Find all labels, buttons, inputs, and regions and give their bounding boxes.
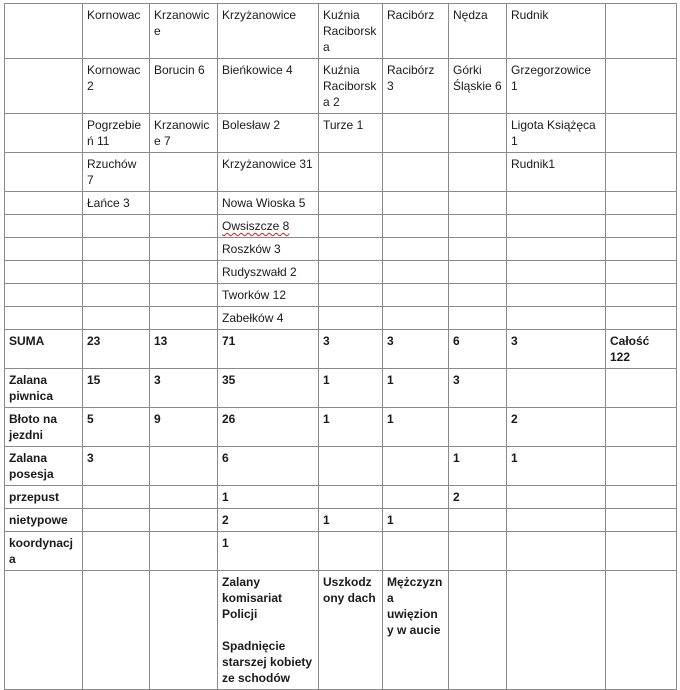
- locations-cell-total: [606, 192, 677, 215]
- locations-cell-krzyzanowice: Rudyszwałd 2: [218, 261, 319, 284]
- locations-cell-rudnik: [507, 307, 606, 330]
- locations-cell-kuznia-raciborska: [319, 261, 383, 284]
- notes-cell-nedza: [449, 571, 507, 690]
- categories-cell-label: Zalana piwnica: [5, 369, 83, 408]
- locations-cell-kuznia-raciborska: [319, 215, 383, 238]
- categories-cell-kuznia-raciborska: [319, 486, 383, 509]
- categories-cell-rudnik: [507, 369, 606, 408]
- categories-cell-kuznia-raciborska: [319, 447, 383, 486]
- locations-row: [5, 153, 677, 192]
- locations-row: [5, 59, 677, 114]
- locations-cell-label: [5, 153, 83, 192]
- locations-cell-kuznia-raciborska: [319, 238, 383, 261]
- categories-cell-rudnik: [507, 509, 606, 532]
- notes-cell-label: [5, 571, 83, 690]
- categories-row: [5, 447, 677, 486]
- locations-row: [5, 215, 677, 238]
- locations-cell-label: [5, 238, 83, 261]
- summary-cell-nedza: 6: [449, 330, 507, 369]
- locations-cell-kornowac: Rzuchów 7: [83, 153, 150, 192]
- categories-cell-kornowac: 5: [83, 408, 150, 447]
- locations-cell-raciborz: [383, 284, 449, 307]
- locations-cell-label: [5, 215, 83, 238]
- locations-cell-nedza: [449, 261, 507, 284]
- locations-cell-nedza: [449, 114, 507, 153]
- note-elderly-fall: Spadnięcie starszej kobiety ze schodów: [222, 639, 313, 685]
- locations-cell-kornowac: Pogrzebień 11: [83, 114, 150, 153]
- categories-cell-label: Zalana posesja: [5, 447, 83, 486]
- header-cell-raciborz: Racibórz: [383, 4, 449, 59]
- notes-cell-kornowac: [83, 571, 150, 690]
- locations-cell-raciborz: [383, 261, 449, 284]
- categories-cell-kornowac: [83, 509, 150, 532]
- locations-row: [5, 307, 677, 330]
- locations-cell-raciborz: [383, 307, 449, 330]
- categories-row: [5, 509, 677, 532]
- locations-cell-raciborz: [383, 114, 449, 153]
- categories-row: [5, 369, 677, 408]
- header-cell-krzanowice: Krzanowice: [150, 4, 218, 59]
- categories-cell-rudnik: 1: [507, 447, 606, 486]
- header-cell-rudnik: Rudnik: [507, 4, 606, 59]
- categories-cell-nedza: 2: [449, 486, 507, 509]
- categories-cell-rudnik: 2: [507, 408, 606, 447]
- locations-row: [5, 284, 677, 307]
- categories-cell-krzyzanowice: 35: [218, 369, 319, 408]
- categories-cell-krzyzanowice: 26: [218, 408, 319, 447]
- locations-cell-kornowac: [83, 215, 150, 238]
- locations-cell-rudnik: [507, 192, 606, 215]
- summary-row: [5, 330, 677, 369]
- summary-cell-kornowac: 23: [83, 330, 150, 369]
- header-row: [5, 4, 677, 59]
- summary-cell-total: Całość 122: [606, 330, 677, 369]
- categories-cell-label: przepust: [5, 486, 83, 509]
- summary-cell-krzyzanowice: 71: [218, 330, 319, 369]
- categories-cell-total: [606, 486, 677, 509]
- categories-cell-kuznia-raciborska: 1: [319, 408, 383, 447]
- locations-cell-kornowac: [83, 284, 150, 307]
- categories-cell-raciborz: 1: [383, 369, 449, 408]
- locations-cell-krzanowice: Krzanowice 7: [150, 114, 218, 153]
- categories-cell-raciborz: 1: [383, 408, 449, 447]
- locations-cell-label: [5, 261, 83, 284]
- header-cell-kuznia-raciborska: Kuźnia Raciborska: [319, 4, 383, 59]
- incident-table: [4, 3, 677, 690]
- categories-cell-krzyzanowice: 2: [218, 509, 319, 532]
- locations-cell-kornowac: [83, 261, 150, 284]
- categories-cell-krzyzanowice: 1: [218, 486, 319, 509]
- locations-cell-rudnik: [507, 261, 606, 284]
- locations-row: [5, 261, 677, 284]
- categories-cell-total: [606, 369, 677, 408]
- categories-cell-kuznia-raciborska: [319, 532, 383, 571]
- categories-cell-nedza: 3: [449, 369, 507, 408]
- categories-row: [5, 408, 677, 447]
- locations-cell-kuznia-raciborska: [319, 192, 383, 215]
- categories-cell-krzanowice: 9: [150, 408, 218, 447]
- note-police-station: Zalany komisariat Policji: [222, 575, 283, 621]
- locations-cell-kornowac: Kornowac 2: [83, 59, 150, 114]
- locations-cell-krzyzanowice: Bieńkowice 4: [218, 59, 319, 114]
- categories-cell-nedza: [449, 509, 507, 532]
- categories-cell-total: [606, 408, 677, 447]
- locations-cell-label: [5, 307, 83, 330]
- locations-row: [5, 238, 677, 261]
- locations-cell-raciborz: [383, 238, 449, 261]
- locations-row: [5, 192, 677, 215]
- locations-cell-total: [606, 114, 677, 153]
- summary-cell-raciborz: 3: [383, 330, 449, 369]
- categories-cell-kornowac: [83, 486, 150, 509]
- categories-cell-label: nietypowe: [5, 509, 83, 532]
- locations-cell-nedza: [449, 192, 507, 215]
- categories-cell-kornowac: [83, 532, 150, 571]
- locations-cell-krzanowice: [150, 238, 218, 261]
- locations-cell-label: [5, 59, 83, 114]
- summary-cell-kuznia-raciborska: 3: [319, 330, 383, 369]
- locations-cell-kuznia-raciborska: [319, 153, 383, 192]
- locations-cell-krzanowice: [150, 284, 218, 307]
- locations-cell-rudnik: Ligota Książęca 1: [507, 114, 606, 153]
- locations-cell-rudnik: [507, 284, 606, 307]
- notes-cell-kuznia-raciborska: Uszkodzony dach: [319, 571, 383, 690]
- locations-cell-nedza: [449, 215, 507, 238]
- categories-cell-kuznia-raciborska: 1: [319, 509, 383, 532]
- categories-cell-krzanowice: 3: [150, 369, 218, 408]
- categories-cell-nedza: [449, 408, 507, 447]
- locations-cell-kuznia-raciborska: [319, 307, 383, 330]
- categories-row: [5, 532, 677, 571]
- categories-cell-nedza: [449, 532, 507, 571]
- locations-cell-total: [606, 215, 677, 238]
- categories-cell-raciborz: 1: [383, 509, 449, 532]
- header-cell-label: [5, 4, 83, 59]
- header-cell-kornowac: Kornowac: [83, 4, 150, 59]
- locations-cell-krzyzanowice: Nowa Wioska 5: [218, 192, 319, 215]
- categories-cell-rudnik: [507, 486, 606, 509]
- locations-cell-krzanowice: [150, 153, 218, 192]
- header-cell-nedza: Nędza: [449, 4, 507, 59]
- locations-cell-total: [606, 59, 677, 114]
- locations-cell-label: [5, 192, 83, 215]
- notes-cell-total: [606, 571, 677, 690]
- locations-cell-rudnik: Rudnik1: [507, 153, 606, 192]
- locations-cell-raciborz: [383, 215, 449, 238]
- locations-cell-rudnik: Grzegorzowice 1: [507, 59, 606, 114]
- categories-cell-krzanowice: [150, 509, 218, 532]
- locations-cell-krzyzanowice: Krzyżanowice 31: [218, 153, 319, 192]
- locations-cell-krzanowice: [150, 307, 218, 330]
- notes-cell-raciborz: Mężczyzna uwięziony w aucie: [383, 571, 449, 690]
- locations-cell-krzyzanowice: Tworków 12: [218, 284, 319, 307]
- locations-cell-nedza: [449, 238, 507, 261]
- locations-cell-krzyzanowice: [218, 215, 319, 238]
- summary-cell-rudnik: 3: [507, 330, 606, 369]
- locations-cell-raciborz: Racibórz 3: [383, 59, 449, 114]
- summary-cell-krzanowice: 13: [150, 330, 218, 369]
- header-cell-total: [606, 4, 677, 59]
- locations-cell-krzyzanowice: Roszków 3: [218, 238, 319, 261]
- notes-cell-krzanowice: [150, 571, 218, 690]
- categories-cell-kornowac: 15: [83, 369, 150, 408]
- locations-cell-nedza: [449, 284, 507, 307]
- categories-cell-kuznia-raciborska: 1: [319, 369, 383, 408]
- categories-cell-total: [606, 532, 677, 571]
- header-cell-krzyzanowice: Krzyżanowice: [218, 4, 319, 59]
- categories-cell-label: Błoto na jezdni: [5, 408, 83, 447]
- categories-cell-krzanowice: [150, 486, 218, 509]
- categories-cell-raciborz: [383, 532, 449, 571]
- locations-cell-krzanowice: [150, 215, 218, 238]
- categories-cell-rudnik: [507, 532, 606, 571]
- categories-cell-raciborz: [383, 447, 449, 486]
- locations-row: [5, 114, 677, 153]
- locations-cell-total: [606, 307, 677, 330]
- categories-cell-label: koordynacja: [5, 532, 83, 571]
- locations-cell-raciborz: [383, 153, 449, 192]
- locations-cell-krzyzanowice: Bolesław 2: [218, 114, 319, 153]
- categories-cell-raciborz: [383, 486, 449, 509]
- categories-cell-krzanowice: [150, 532, 218, 571]
- locations-cell-kuznia-raciborska: Turze 1: [319, 114, 383, 153]
- categories-cell-total: [606, 509, 677, 532]
- locations-cell-rudnik: [507, 215, 606, 238]
- locations-cell-total: [606, 261, 677, 284]
- locations-cell-krzanowice: [150, 261, 218, 284]
- locations-cell-total: [606, 153, 677, 192]
- locations-cell-rudnik: [507, 238, 606, 261]
- categories-row: [5, 486, 677, 509]
- locations-cell-nedza: [449, 307, 507, 330]
- locations-cell-kornowac: Łańce 3: [83, 192, 150, 215]
- categories-cell-kornowac: 3: [83, 447, 150, 486]
- locations-cell-label: [5, 284, 83, 307]
- locations-cell-krzyzanowice: Zabełków 4: [218, 307, 319, 330]
- categories-cell-krzyzanowice: 1: [218, 532, 319, 571]
- locations-cell-krzanowice: Borucin 6: [150, 59, 218, 114]
- locations-cell-label: [5, 114, 83, 153]
- categories-cell-krzanowice: [150, 447, 218, 486]
- spellcheck-word: Owsiszcze 8: [222, 219, 290, 233]
- locations-cell-total: [606, 238, 677, 261]
- locations-cell-krzanowice: [150, 192, 218, 215]
- locations-cell-kornowac: [83, 238, 150, 261]
- locations-cell-nedza: Górki Śląskie 6: [449, 59, 507, 114]
- locations-cell-kuznia-raciborska: [319, 284, 383, 307]
- categories-cell-krzyzanowice: 6: [218, 447, 319, 486]
- locations-cell-kornowac: [83, 307, 150, 330]
- categories-cell-total: [606, 447, 677, 486]
- locations-cell-kuznia-raciborska: Kuźnia Raciborska 2: [319, 59, 383, 114]
- notes-cell-krzyzanowice: [218, 571, 319, 690]
- locations-cell-nedza: [449, 153, 507, 192]
- locations-cell-total: [606, 284, 677, 307]
- notes-row: [5, 571, 677, 690]
- categories-cell-nedza: 1: [449, 447, 507, 486]
- notes-cell-rudnik: [507, 571, 606, 690]
- summary-cell-label: SUMA: [5, 330, 83, 369]
- locations-cell-raciborz: [383, 192, 449, 215]
